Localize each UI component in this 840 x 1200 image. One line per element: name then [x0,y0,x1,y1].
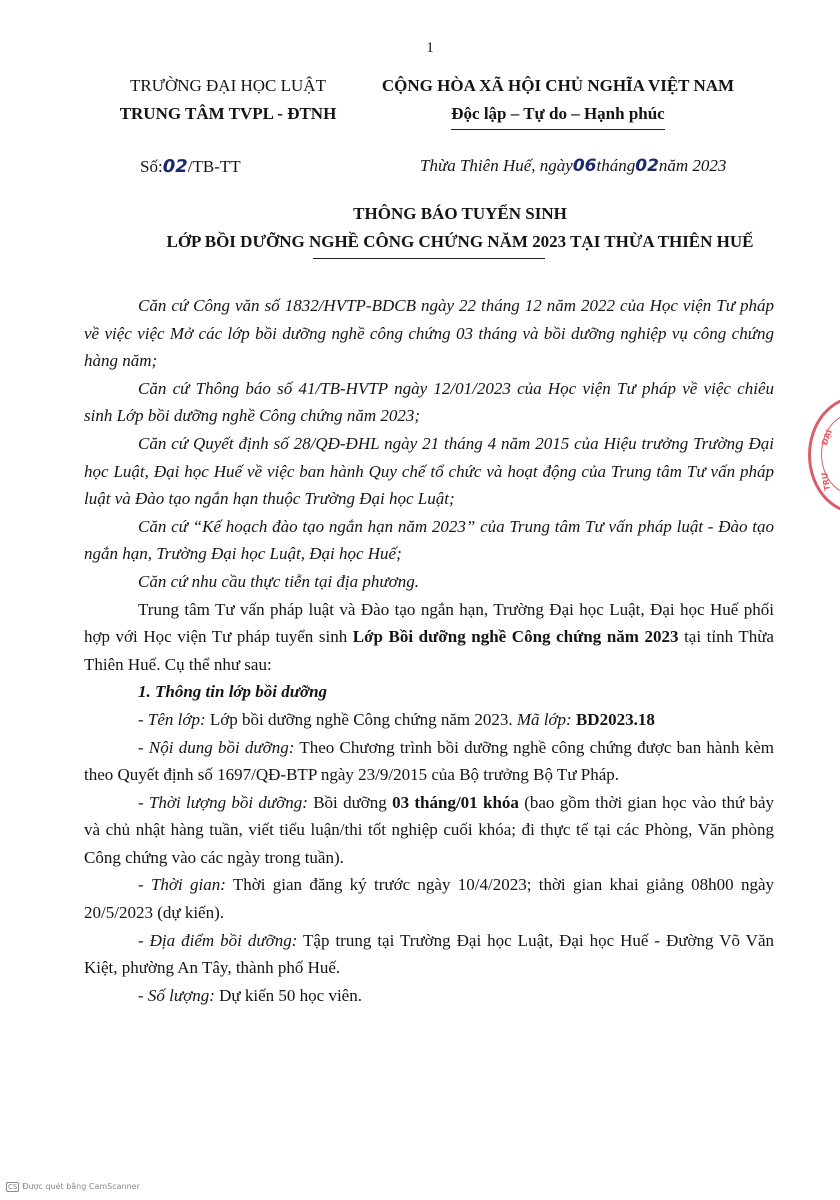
title-underline [313,258,545,259]
university-name: TRƯỜNG ĐẠI HỌC LUẬT [130,76,326,95]
duration-bold: 03 tháng/01 khóa [392,792,519,812]
location-item [84,927,774,982]
class-name-item [84,706,774,734]
document-reference [140,156,241,177]
place-date-line [420,156,726,176]
reference-suffix: /TB-TT [187,157,241,176]
class-name-label: - Tên lớp: [138,709,206,729]
quantity-value: Dự kiến 50 học viên. [214,985,362,1005]
issuer-header [108,72,348,128]
intro-text-a: Trung tâm Tư vấn pháp luật và Đào tạo ngắn hạn, Trường Đại học Luật, Đại học Huế phối hợp với Học viện Tư pháp tuyển sinh [84,599,774,647]
camscanner-logo-icon: CS [8,1183,18,1191]
duration-text-c: (bao gồm thời gian học vào thứ bảy và chủ nhật hàng tuần, viết tiểu luận/thi tốt nghiệp cuối khóa; đi thực tế tại các Phòng, Văn phòng Công chứng vào các ngày trong tuần). [84,792,775,867]
content-label: - Nội dung bồi dưỡng: [138,737,295,757]
red-seal-stamp [808,396,840,514]
content-value: Theo Chương trình bồi dưỡng nghề công chứng được ban hành kèm theo Quyết định số 1697/QĐ-BTP ngày 23/9/2015 của Bộ trưởng Bộ Tư Pháp. [84,737,774,785]
location-label: - Địa điểm bồi dưỡng: [138,930,298,950]
class-code-label: Mã lớp: [516,709,572,729]
reference-prefix: Số: [140,157,163,176]
reference-number-handwritten: 02 [162,156,188,177]
place-label: Thừa Thiên Huế, ngày [420,156,573,175]
document-body [84,292,774,1009]
national-header [358,72,758,130]
national-title: CỘNG HÒA XÃ HỘI CHỦ NGHĨA VIỆT NAM [381,76,735,95]
content-item [84,734,774,789]
intro-class-name: Lớp Bồi dưỡng nghề Công chứng năm 2023 [352,627,679,647]
scanner-watermark [6,1182,140,1192]
day-handwritten: 06 [572,156,597,176]
month-word: tháng [596,156,636,175]
scanner-text: Được quét bằng CamScanner [22,1182,140,1191]
legal-basis-5: Căn cứ nhu cầu thực tiễn tại địa phương. [138,571,419,591]
duration-text-a: Bồi dưỡng [307,792,393,812]
section-1-heading: 1. Thông tin lớp bồi dưỡng [138,682,328,702]
legal-basis-4: Căn cứ “Kế hoạch đào tạo ngắn hạn năm 2023” của Trung tâm Tư vấn pháp luật - Đào tạo ngắn hạn, Trường Đại học Luật, Đại học Huế; [84,516,774,564]
quantity-item [84,982,774,1010]
center-name: TRUNG TÂM TVPL - ĐTNH [119,104,337,123]
seal-text-1: ĐẠI [819,428,834,447]
page-number: 1 [426,40,434,56]
month-handwritten: 02 [635,156,659,176]
intro-text-c: tại tỉnh Thừa Thiên Huế. Cụ thể như sau: [84,627,774,674]
intro-paragraph [84,596,774,679]
location-value: Tập trung tại Trường Đại học Luật, Đại học Huế - Đường Võ Văn Kiệt, phường An Tây, thành phố Huế. [84,930,774,978]
seal-text-2: TRƯ [820,471,833,492]
time-item [84,871,774,926]
class-code-value: BD2023.18 [571,709,655,729]
time-label: - Thời gian: [138,875,226,895]
legal-basis-2: Căn cứ Thông báo số 41/TB-HVTP ngày 12/01/2023 của Học viện Tư pháp về việc chiêu sinh Lớp bồi dưỡng nghề Công chứng năm 2023; [84,378,774,426]
time-value: Thời gian đăng ký trước ngày 10/4/2023; thời gian khai giảng 08h00 ngày 20/5/2023 (dự kiến). [84,875,774,923]
class-name-value: Lớp bồi dưỡng nghề Công chứng năm 2023. [205,709,517,729]
legal-basis-1: Căn cứ Công văn số 1832/HVTP-BDCB ngày 22 tháng 12 năm 2022 của Học viện Tư pháp về việc việc Mở các lớp bồi dưỡng nghề công chứng 03 tháng và bồi dưỡng nghiệp vụ công chứng hàng năm; [84,296,774,371]
legal-basis-3: Căn cứ Quyết định số 28/QĐ-ĐHL ngày 21 tháng 4 năm 2015 của Hiệu trưởng Trường Đại học Luật, Đại học Huế về việc ban hành Quy chế tổ chức và hoạt động của Trung tâm Tư vấn pháp luật và Đào tạo ngắn hạn thuộc Trường Đại học Luật; [84,433,774,509]
document-subtitle: LỚP BỒI DƯỠNG NGHỀ CÔNG CHỨNG NĂM 2023 TẠI THỪA THIÊN HUẾ [166,232,754,251]
document-title: THÔNG BÁO TUYỂN SINH [353,204,567,223]
quantity-label: - Số lượng: [138,985,215,1005]
national-motto: Độc lập – Tự do – Hạnh phúc [451,100,664,130]
duration-label: - Thời lượng bồi dưỡng: [138,792,308,812]
year-text: năm 2023 [658,156,727,175]
duration-item [84,789,774,872]
